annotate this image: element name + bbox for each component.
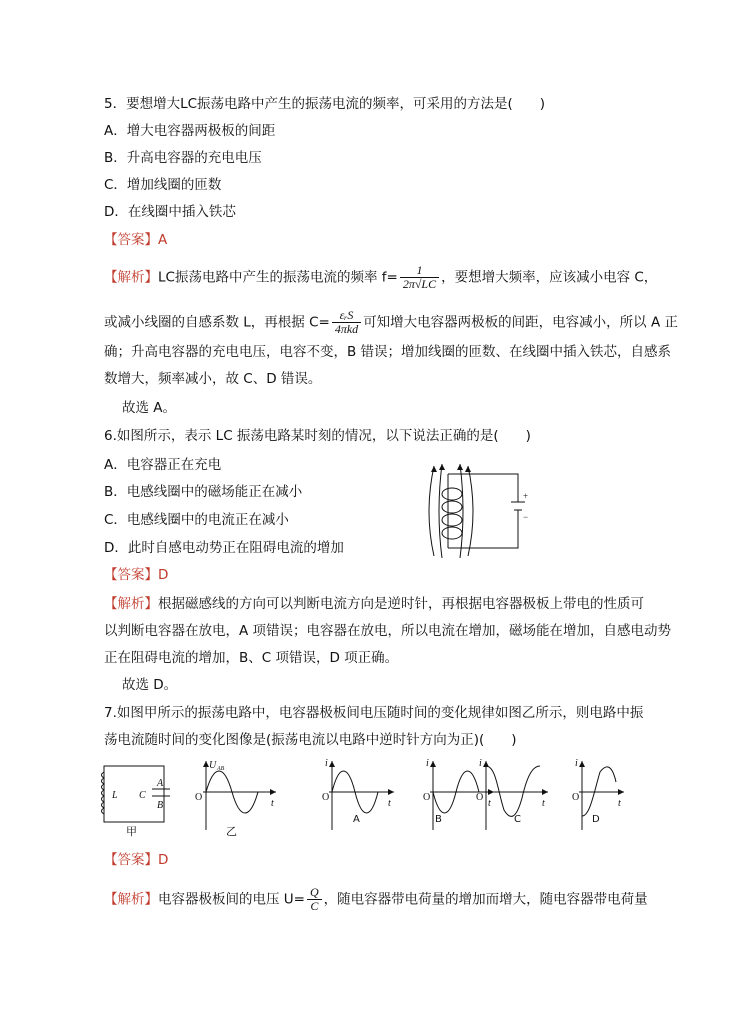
caption-graph-b: B <box>435 814 442 825</box>
analysis-text: 电容器极板间的电压 U= <box>158 891 305 908</box>
q7-stem-line-1: 7.如图甲所示的振荡电路中，电容器极板间电压随时间的变化规律如图乙所示，则电路中振 <box>104 705 644 721</box>
caption-graph-a: A <box>353 814 360 825</box>
label-time: t <box>388 798 391 809</box>
label-voltage-subscript: AB <box>217 766 225 772</box>
answer-value: A <box>158 232 168 248</box>
q6-stem: 6.如图所示，表示 LC 振荡电路某时刻的情况，以下说法正确的是( ) <box>104 428 531 444</box>
q7-analysis-line-1 <box>104 886 648 913</box>
q6-option-d: D．此时自感电动势正在阻碍电流的增加 <box>104 540 344 556</box>
q6-analysis-line-1 <box>104 594 644 614</box>
q5-option-a: A．增大电容器两极板的间距 <box>104 123 276 139</box>
label-origin: O <box>476 792 484 803</box>
q6-analysis-line-3: 正在阻碍电流的增加，B、C 项错误，D 项正确。 <box>104 650 399 666</box>
q5-analysis-line-2 <box>104 309 678 336</box>
label-origin: O <box>322 792 330 803</box>
plus-sign: + <box>523 491 529 501</box>
frequency-formula: $\frac{1}{2\pi√LC}$ <box>400 264 439 291</box>
label-inductor: L <box>112 790 118 801</box>
label-current: i <box>426 758 429 769</box>
answer-tag: 【答案】 <box>104 852 158 868</box>
q5-option-b: B．升高电容器的充电电压 <box>104 150 262 166</box>
q6-option-b: B．电感线圈中的磁场能正在减小 <box>104 484 303 500</box>
q5-analysis-line-1 <box>104 264 657 291</box>
q6-answer <box>104 565 168 585</box>
answer-value: D <box>158 567 169 583</box>
label-capacitor: C <box>139 790 146 801</box>
analysis-text: LC振荡电路中产生的振荡电流的频率 f= <box>158 269 398 286</box>
q6-conclusion: 故选 D。 <box>122 677 178 693</box>
label-origin: O <box>423 792 431 803</box>
q6-analysis-line-2: 以判断电容器在放电，A 项错误；电容器在放电，所以电流在增加，磁场能在增加，自感电动势 <box>104 623 672 639</box>
capacitance-formula: $\frac{\text{εᵣS}}{\text{4πkd}}$ <box>332 309 361 336</box>
label-time: t <box>618 798 621 809</box>
analysis-text: 根据磁感线的方向可以判断电流方向是逆时针，再根据电容器极板上带电的性质可 <box>158 596 644 612</box>
label-time: t <box>271 798 274 809</box>
q5-analysis-line-4: 数增大，频率减小，故 C、D 错误。 <box>104 371 322 387</box>
voltage-formula: $\frac{Q}{C}$ <box>307 886 322 913</box>
q7-figures <box>96 758 636 842</box>
lc-circuit-figure <box>418 462 530 558</box>
analysis-text: ，随电容器带电荷量的增加而增大，随电容器带电荷量 <box>323 891 648 908</box>
label-time: t <box>542 798 545 809</box>
q5-answer <box>104 230 167 250</box>
caption-graph-c: C <box>514 814 521 825</box>
analysis-tag: 【解析】 <box>104 269 158 286</box>
caption-yi: 乙 <box>226 825 237 838</box>
q7-answer <box>104 850 168 870</box>
q5-option-c: C．增加线圈的匝数 <box>104 177 222 193</box>
label-voltage: U <box>209 760 217 771</box>
label-time: t <box>488 798 491 809</box>
analysis-tag: 【解析】 <box>104 596 158 612</box>
minus-sign: − <box>523 512 529 522</box>
analysis-text: ，要想增大频率，应该减小电容 C， <box>441 269 658 286</box>
q6-option-a: A．电容器正在充电 <box>104 457 222 473</box>
q5-conclusion: 故选 A。 <box>122 400 177 416</box>
q5-analysis-line-3: 确；升高电容器的充电电压，电容不变，B 错误；增加线圈的匝数、在线圈中插入铁芯，自感系 <box>104 344 672 360</box>
caption-graph-d: D <box>592 814 600 825</box>
label-current: i <box>325 758 328 769</box>
label-plate-a: A <box>157 778 164 789</box>
q7-stem-line-2: 荡电流随时间的变化图像是(振荡电流以电路中逆时针方向为正)( ) <box>104 732 517 748</box>
q5-option-d: D．在线圈中插入铁芯 <box>104 204 236 220</box>
label-plate-b: B <box>157 800 164 811</box>
answer-tag: 【答案】 <box>104 567 158 583</box>
label-origin: O <box>572 792 580 803</box>
analysis-text: 可知增大电容器两极板的间距，电容减小，所以 A 正 <box>363 314 679 331</box>
analysis-tag: 【解析】 <box>104 891 158 908</box>
answer-value: D <box>158 852 169 868</box>
q6-option-c: C．电感线圈中的电流正在减小 <box>104 512 289 528</box>
label-current: i <box>479 758 482 769</box>
q5-stem: 5．要想增大LC振荡电路中产生的振荡电流的频率，可采用的方法是( ) <box>104 96 546 112</box>
caption-jia: 甲 <box>126 825 137 838</box>
answer-tag: 【答案】 <box>104 232 158 248</box>
analysis-text: 或减小线圈的自感系数 L，再根据 C= <box>104 314 330 331</box>
label-origin: O <box>195 792 203 803</box>
label-current: i <box>575 758 578 769</box>
